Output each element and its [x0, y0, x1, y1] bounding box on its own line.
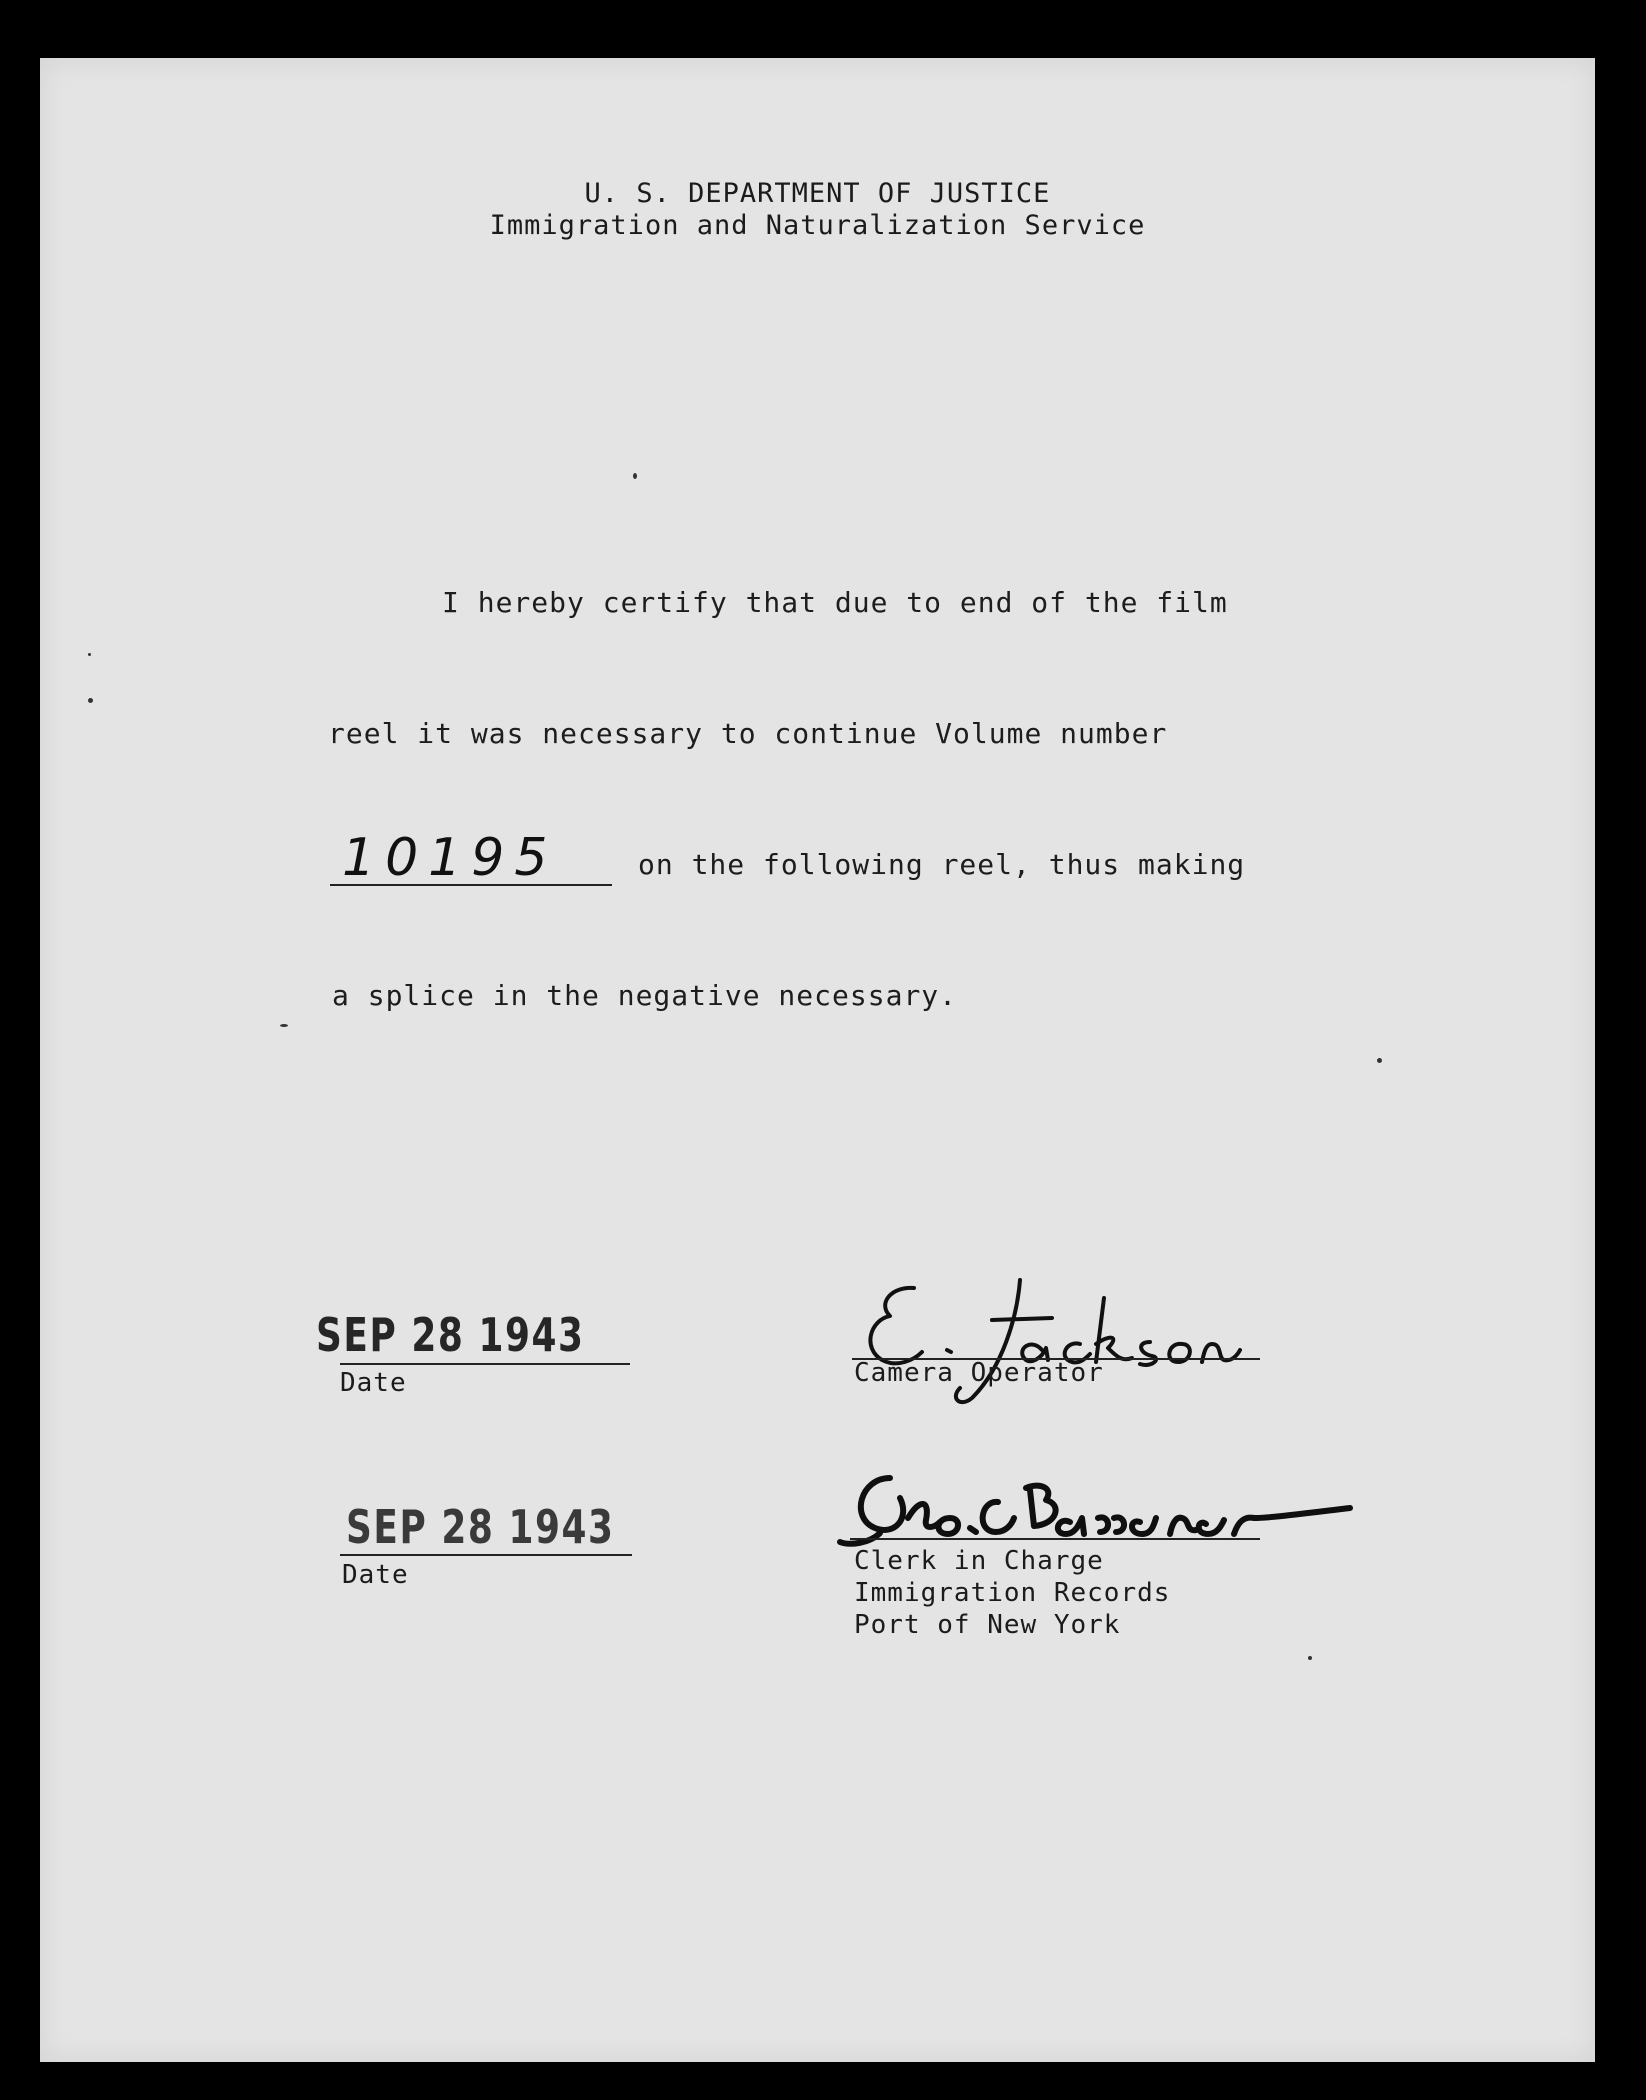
service-heading: Immigration and Naturalization Service [489, 210, 1146, 241]
clerk-role-line-2: Immigration Records [854, 1578, 1171, 1608]
dust-speck [280, 1024, 288, 1027]
volume-number-blank [330, 884, 612, 886]
certificate-line-1: I hereby certify that due to end of the film [442, 586, 1228, 619]
certificate-line-3: on the following reel, thus making [638, 848, 1246, 881]
certificate-line-2: reel it was necessary to continue Volume number [328, 717, 1168, 750]
dust-speck [633, 473, 637, 479]
camera-operator-label: Camera Operator [854, 1358, 1104, 1388]
volume-number-handwritten: 10195 [342, 828, 558, 888]
date-stamp-2: SEP 28 1943 [346, 1500, 615, 1554]
date-line-1 [340, 1363, 630, 1365]
date-label-2: Date [342, 1560, 409, 1590]
dust-speck [1377, 1058, 1382, 1063]
clerk-signature-line [850, 1538, 1260, 1540]
clerk-role-line-3: Port of New York [854, 1610, 1121, 1640]
date-line-2 [340, 1554, 632, 1556]
certificate-line-4: a splice in the negative necessary. [332, 979, 958, 1012]
dust-speck [88, 653, 91, 656]
department-heading: U. S. DEPARTMENT OF JUSTICE [584, 178, 1051, 209]
clerk-role-line-1: Clerk in Charge [854, 1546, 1104, 1576]
date-stamp-1: SEP 28 1943 [316, 1308, 585, 1362]
dust-speck [88, 698, 93, 703]
dust-speck [1308, 1656, 1312, 1660]
camera-operator-signature [852, 1258, 1352, 1418]
document-page [40, 58, 1595, 2062]
date-label-1: Date [340, 1368, 407, 1398]
